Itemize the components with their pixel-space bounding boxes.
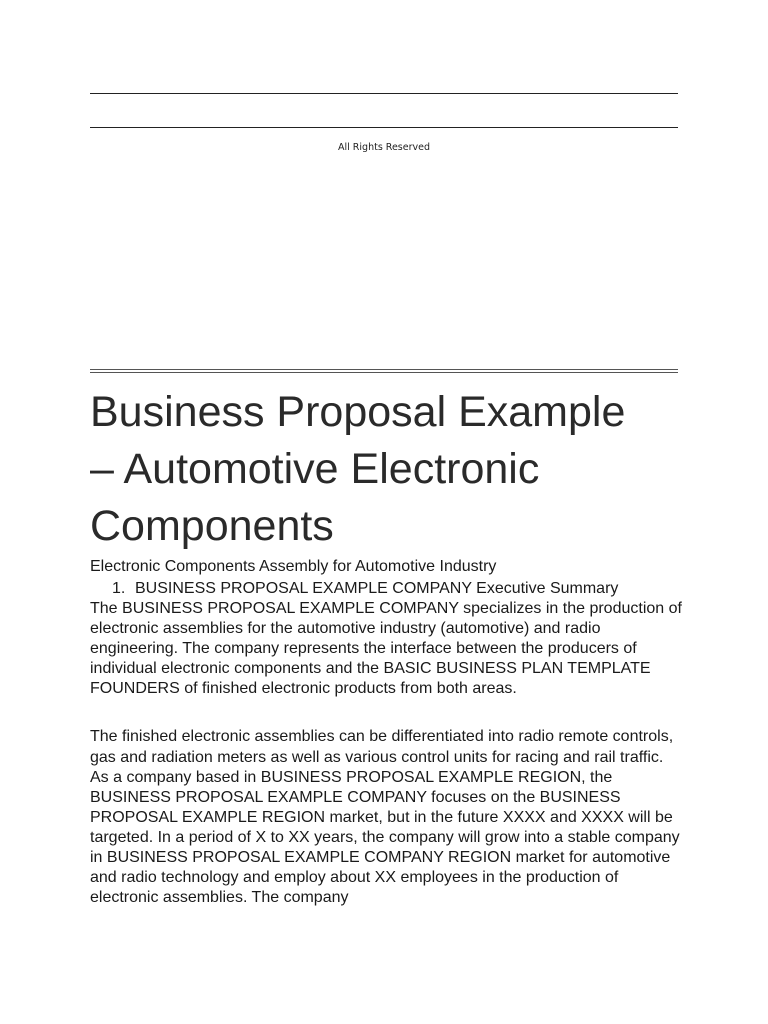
- copyright-notice: All Rights Reserved: [338, 142, 430, 153]
- header-rule-bottom: [90, 127, 678, 128]
- title-line-1: Business Proposal Example: [90, 388, 626, 436]
- document-body: [90, 384, 682, 908]
- title-line-2: – Automotive Electronic: [90, 445, 540, 493]
- title-line-3: Components: [90, 502, 334, 550]
- document-subtitle: Electronic Components Assembly for Automotive Industry: [90, 558, 497, 575]
- section-heading-text: BUSINESS PROPOSAL EXAMPLE COMPANY Executive Summary: [135, 580, 619, 597]
- title-divider: [90, 369, 678, 373]
- paragraph-2: The finished electronic assemblies can be differentiated into radio remote controls, gas and radiation meters as well as various control units for racing and rail traffic. As a company based in BUSINESS PROPOSAL EXAMPLE REGION, the BUSINESS PROPOSAL EXAMPLE COMPANY focuses on the BUSINESS PROPOSAL EXAMPLE REGION market, but in the future XXXX and XXXX will be targeted. In a period of X to XX years, the company will grow into a stable company in BUSINESS PROPOSAL EXAMPLE COMPANY REGION market for automotive and radio technology and employ about XX employees in the production of electronic assemblies. The company: [90, 728, 680, 907]
- section-heading: [90, 579, 682, 599]
- document-title: [90, 384, 682, 555]
- section-number: 1.: [112, 580, 126, 597]
- paragraph-1: The BUSINESS PROPOSAL EXAMPLE COMPANY specializes in the production of electronic assemblies for the automotive industry (automotive) and radio engineering. The company represents the interface between the producers of individual electronic components and the BASIC BUSINESS PLAN TEMPLATE FOUNDERS of finished electronic products from both areas.: [90, 600, 682, 698]
- header-rule-top: [90, 93, 678, 94]
